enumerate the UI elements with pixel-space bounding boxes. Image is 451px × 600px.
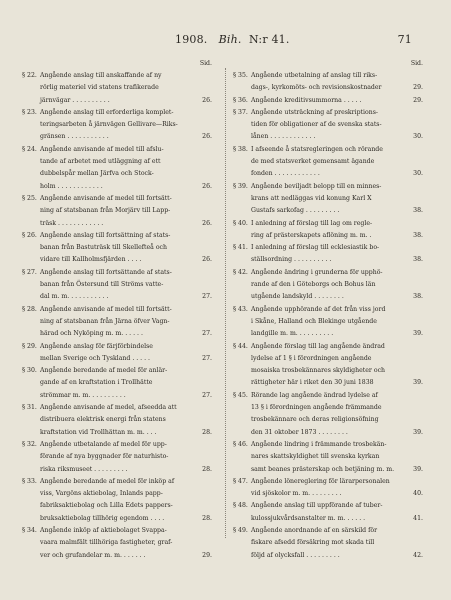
- page-ref: 27.: [202, 391, 212, 399]
- page-ref: 28.: [202, 428, 212, 436]
- sid-label-left: Sid.: [199, 60, 212, 67]
- section-number: § 44.: [233, 342, 248, 350]
- toc-entry: [233, 500, 423, 525]
- page-ref: 29.: [413, 84, 423, 92]
- left-column: [22, 58, 212, 562]
- page-ref: 38.: [413, 256, 423, 264]
- toc-entry: [22, 267, 212, 304]
- section-number: § 24.: [22, 145, 37, 153]
- entry-text: Angående anslag till fortsättande af stats- banan från Östersund till Ströms vatte- dal m. m. . . . . . . . . . .: [40, 268, 172, 301]
- toc-entry: [22, 144, 212, 193]
- entry-text: Angående anslag till anskaffande af ny rörlig materiel vid statens trafikerade järnvägar . . . . . . . . . .: [40, 72, 162, 104]
- entry-text: Angående anvisande af medel till fortsätt- ning af statsbanan från Järna öfver Vagn- härad och Nyköping m. m. . . . . .: [40, 305, 172, 338]
- entry-text: Angående utbetalning af anslag till riks- dags-, kyrkomöts- och revisionskostnader: [251, 72, 382, 92]
- entry-text: Rörande lag angående ändrad lydelse af 13 § i förordningen angående främmande trosbekännare och deras religionsöfning den 31 oktober 1873 . . . . . . . .: [251, 391, 382, 436]
- toc-entry: [233, 476, 423, 501]
- page-ref: 26.: [202, 256, 212, 264]
- page-ref: 28.: [202, 514, 212, 522]
- entry-text: Angående lönereglering för lärarpersonalen vid sjöskolor m. m. . . . . . . . .: [251, 477, 390, 498]
- page-ref: 30.: [413, 170, 423, 178]
- page-ref: 38.: [413, 293, 423, 301]
- page-ref: 39.: [413, 379, 423, 387]
- entry-text: Angående anvisande af medel, afseedda att distribuera elektrisk energi från statens kraftstation vid Trollhättan m. m. . . .: [40, 404, 177, 436]
- page-ref: 29.: [413, 96, 423, 104]
- toc-entry: [233, 95, 423, 107]
- toc-entry: [22, 107, 212, 144]
- toc-entry: [22, 525, 212, 562]
- entry-text: Angående inköp af aktiebolaget Svappa- vaara malmfält tillhöriga fastigheter, graf- ver och grufandelar m. m. . . . . . .: [40, 526, 173, 559]
- entry-text: Angående anordnande af en särskild för fiskare afsedd försäkring mot skada till följd af olycksfall . . . . . . . . .: [251, 526, 378, 559]
- page-ref: 39.: [413, 428, 423, 436]
- section-number: § 27.: [22, 268, 37, 276]
- toc-entry: [233, 390, 423, 439]
- page-ref: 26.: [202, 182, 212, 190]
- section-number: § 28.: [22, 305, 37, 313]
- entry-text: Angående utsträckning af preskriptions- tiden för obligationer af de svenska stats- lånen . . . . . . . . . . . .: [251, 108, 382, 141]
- entry-text: Angående anslag till erforderliga komplet- teringsarbeten å järnvägen Gellivare—Riks- gränsen . . . . . . . . . . .: [40, 108, 178, 141]
- section-number: § 39.: [233, 182, 248, 190]
- page-ref: 39.: [413, 465, 423, 473]
- toc-entry: [22, 193, 212, 230]
- entry-text: I anledning af förslag till ecklesiastik bo- ställsordning . . . . . . . . . .: [251, 244, 380, 264]
- toc-entry: [233, 70, 423, 95]
- section-number: § 32.: [22, 440, 37, 448]
- entry-text: Angående anslag till fortsättning af stats- banan från Bastuträsk till Skellefteå och vidare till Kallholmsfjärden . . . .: [40, 231, 171, 264]
- page-header: [0, 33, 451, 47]
- page-ref: 28.: [202, 465, 212, 473]
- toc-entry: [233, 242, 423, 267]
- entry-text: Angående anvisande af medel till afslu- tande af arbetet med utläggning af ett dubbelspår mellan Järfva och Stock- holm . . . . . . . . . . . .: [40, 145, 164, 190]
- entry-text: Angående upphörande af det från viss jord i Skåne, Halland och Blekinge utgående landgille m. m. . . . . . . . . .: [251, 305, 386, 338]
- section-number: § 38.: [233, 145, 248, 153]
- entry-text: Angående kreditivsummorna . . . . .: [251, 96, 362, 104]
- page-ref: 41.: [413, 514, 423, 522]
- page-number: 71: [397, 33, 412, 46]
- toc-entry: [22, 70, 212, 107]
- toc-entry: [233, 439, 423, 476]
- toc-entry: [233, 218, 423, 243]
- entry-text: Angående beviljadt belopp till en minnes- krans att nedläggas vid konung Karl X Gustafs sarkofag . . . . . . . . .: [251, 182, 382, 215]
- toc-entry: [22, 402, 212, 439]
- section-number: § 23.: [22, 108, 37, 116]
- section-number: § 49.: [233, 526, 248, 534]
- entry-text: Angående beredande af medel för anlär- gande af en kraftstation i Trollhätte strömmar m. m. . . . . . . . . .: [40, 367, 168, 399]
- toc-entry: [22, 341, 212, 366]
- column-divider: [225, 68, 227, 538]
- page-ref: 27.: [202, 330, 212, 338]
- section-number: § 29.: [22, 342, 37, 350]
- entry-text: Angående anvisande af medel till fortsätt- ning af statsbanan från Morjärv till Lapp- träsk . . . . . . . . . . . .: [40, 194, 172, 227]
- sid-label-right: Sid.: [410, 60, 423, 67]
- entry-text: I anledning af förslag till lag om regle- ring af prästerskapets aflöning m. m. .: [251, 219, 373, 239]
- section-number: § 48.: [233, 502, 248, 510]
- toc-entry: [22, 439, 212, 476]
- entry-text: Angående förslag till lag angående ändrad lydelse af 1 § i förordningen angående mosaiska trosbekännares skyldigheter och rättigheter här i riket den 30 juni 1838: [251, 342, 386, 387]
- header-nr: N:r 41.: [248, 33, 290, 46]
- page-ref: 30.: [413, 133, 423, 141]
- toc-entry: [22, 365, 212, 402]
- section-number: § 46.: [233, 440, 248, 448]
- toc-entry: [22, 476, 212, 525]
- section-number: § 42.: [233, 268, 248, 276]
- page-ref: 38.: [413, 231, 423, 239]
- section-number: § 26.: [22, 231, 37, 239]
- section-number: § 37.: [233, 108, 248, 116]
- section-number: § 43.: [233, 305, 248, 313]
- toc-entry: [233, 525, 423, 562]
- section-number: § 41.: [233, 244, 248, 252]
- section-number: § 47.: [233, 477, 248, 485]
- header-bih: Bih.: [218, 33, 242, 46]
- toc-entry: [233, 144, 423, 181]
- entry-text: Angående utbetalande af medel för upp- förande af nya byggnader för naturhisto- riska riksmuseet . . . . . . . . .: [40, 440, 169, 473]
- section-number: § 22.: [22, 72, 37, 79]
- section-number: § 30.: [22, 367, 37, 375]
- toc-entry: [22, 304, 212, 341]
- entry-text: Angående anslag för färjförbindelse mellan Sverige och Tyskland . . . . .: [40, 342, 153, 362]
- section-number: § 36.: [233, 96, 248, 104]
- entry-text: Angående ändring i grunderna för upphö- rande af den i Göteborgs och Bohus län utgående landskyld . . . . . . . .: [251, 268, 383, 301]
- toc-entry: [233, 304, 423, 341]
- section-number: § 40.: [233, 219, 248, 227]
- page-ref: 27.: [202, 293, 212, 301]
- page-ref: 26.: [202, 219, 212, 227]
- toc-entry: [233, 341, 423, 390]
- toc-entry: [233, 107, 423, 144]
- right-column: [233, 58, 423, 562]
- header-title: [175, 33, 290, 46]
- toc-entry: [233, 267, 423, 304]
- section-number: § 34.: [22, 526, 37, 534]
- page-ref: 38.: [413, 207, 423, 215]
- entry-text: Angående beredande af medel för inköp af viss, Vargöns aktiebolag, Inlands papp- fabriksaktiebolag och Lilla Edets pappers- bruksaktiebolag tillhörig egendom . . . .: [40, 477, 175, 522]
- section-number: § 25.: [22, 194, 37, 202]
- page-ref: 27.: [202, 354, 212, 362]
- page-ref: 26.: [202, 96, 212, 104]
- toc-entry: [233, 181, 423, 218]
- page-ref: 39.: [413, 330, 423, 338]
- section-number: § 45.: [233, 391, 248, 399]
- section-number: § 33.: [22, 477, 37, 485]
- page-ref: 40.: [413, 490, 423, 498]
- page-ref: 29.: [202, 551, 212, 559]
- toc-entry: [22, 230, 212, 267]
- page-ref: 26.: [202, 133, 212, 141]
- section-number: § 35.: [233, 72, 248, 79]
- header-year: 1908.: [175, 33, 208, 46]
- section-number: § 31.: [22, 404, 37, 412]
- entry-text: Angående lindring i främmande trosbekän- nares skattskyldighet till svenska kyrkan samt beanes prästerskap och betjäning m. m.: [251, 440, 395, 473]
- entry-text: Angående anslag till uppförande af tuber- kulossjukvårdsanstalter m. m. . . . . .: [251, 502, 383, 522]
- entry-text: I afseende å statsregleringen och rörande de med statsverket gemensamt ägande fonden . . . . . . . . . . . .: [251, 145, 383, 178]
- page-ref: 42.: [413, 551, 423, 559]
